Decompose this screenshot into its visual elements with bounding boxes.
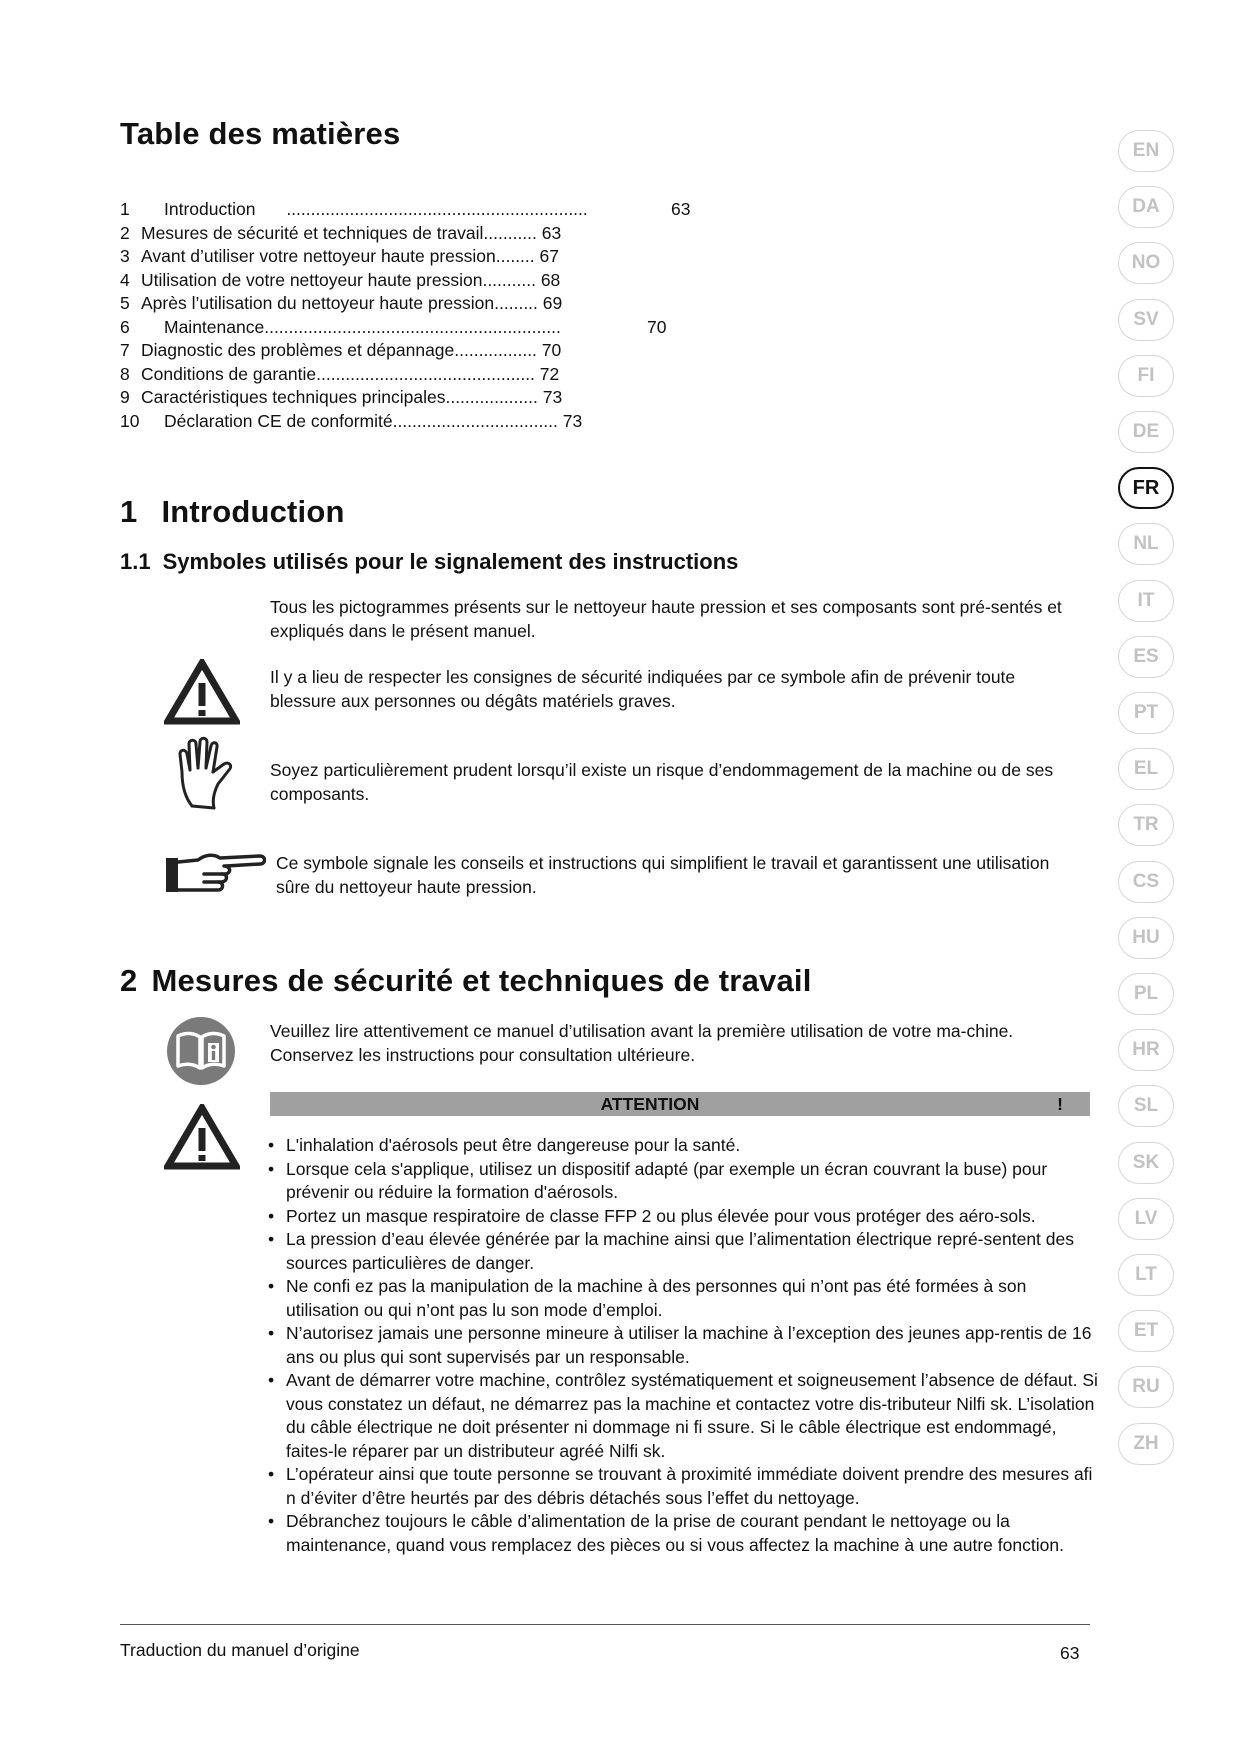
language-tab-ru[interactable]: RU: [1118, 1366, 1174, 1408]
section-1-1-number: 1.1: [120, 549, 151, 574]
toc-entry-label: Utilisation de votre nettoyeur haute pression: [141, 269, 483, 290]
toc-entry[interactable]: [120, 198, 691, 222]
toc-entry-label: Diagnostic des problèmes et dépannage: [141, 340, 455, 360]
toc-entry-label: Conditions de garantie: [141, 363, 317, 384]
read-manual-icon: [166, 1016, 236, 1086]
warning-triangle-icon: [164, 659, 240, 725]
toc-entry-page: 63: [671, 199, 691, 219]
toc-entry-page: 70: [541, 340, 562, 360]
toc-entry-leader: ...................: [445, 387, 538, 407]
toc-entry-leader: ..................................: [392, 410, 558, 431]
warning-paragraph: Il y a lieu de respecter les consignes de sécurité indiquées par ce symbole aﬁn de prévenir toute blessure aux personnes ou dégâts matériels graves.: [270, 667, 1016, 711]
toc-entry-label: Déclaration CE de conformité: [164, 410, 393, 431]
section-1-heading: [120, 494, 345, 530]
toc-entry[interactable]: [120, 292, 680, 316]
table-of-contents: [120, 198, 691, 433]
toc-entry-leader: ...........: [482, 269, 536, 290]
toc-entry-label: Avant d’utiliser votre nettoyeur haute pression: [141, 246, 496, 266]
safety-bullet-item: • Portez un masque respiratoire de classe FFP 2 ou plus élevée pour vous protéger des aéro-sols.: [268, 1205, 1098, 1229]
tip-paragraph: Ce symbole signale les conseils et instructions qui simpliﬁent le travail et garantissent une utilisation sûre du nettoyeur haute pression.: [276, 853, 1050, 897]
attention-bar: [270, 1092, 1090, 1116]
footer-page-number: 63: [1060, 1643, 1080, 1663]
toc-entry-page: 69: [542, 293, 563, 313]
safety-bullet-item: • L’opérateur ainsi que toute personne se trouvant à proximité immédiate doivent prendre des mesures aﬁ n d’éviter d’être heurtés par des débris détachés sous l’effet du nettoyage.: [268, 1463, 1098, 1510]
toc-entry[interactable]: [120, 269, 680, 293]
toc-entry[interactable]: [120, 245, 680, 269]
toc-entry[interactable]: [120, 222, 680, 246]
toc-entry-leader: .................: [454, 340, 537, 360]
attention-mark: !: [1057, 1094, 1063, 1114]
toc-entry-number: 2: [120, 222, 130, 243]
language-tab-cs[interactable]: CS: [1118, 861, 1174, 903]
pointing-hand-icon: [164, 850, 266, 898]
warning-triangle-icon: [164, 1104, 240, 1170]
read-manual-paragraph: Veuillez lire attentivement ce manuel d’utilisation avant la première utilisation de votre ma-chine. Conservez les instructions pour consultation ultérieure.: [270, 1021, 1014, 1065]
toc-entry-page: 63: [541, 222, 562, 243]
language-tab-tr[interactable]: TR: [1118, 804, 1174, 846]
toc-entry[interactable]: [120, 316, 680, 340]
language-tab-fr[interactable]: FR: [1118, 467, 1174, 509]
toc-title: Table des matières: [120, 116, 401, 151]
language-tab-de[interactable]: DE: [1118, 411, 1174, 453]
toc-entry-label: Caractéristiques techniques principales: [141, 387, 446, 407]
language-tab-sl[interactable]: SL: [1118, 1085, 1174, 1127]
language-tab-zh[interactable]: ZH: [1118, 1423, 1174, 1465]
safety-bullet-item: • Débranchez toujours le câble d’alimentation de la prise de courant pendant le nettoyage ou la maintenance, quand vous remplacez des pièces ou si vous affectez la machine à une autre fonction.: [268, 1510, 1098, 1557]
caution-hand-icon: [170, 736, 242, 812]
safety-bullet-item: • Ne conﬁ ez pas la manipulation de la machine à des personnes qui n’ont pas été formées à son utilisation ou qui n’ont pas lu son mode d’emploi.: [268, 1275, 1098, 1322]
toc-entry-page: 73: [542, 387, 563, 407]
section-1-number: 1: [120, 494, 138, 529]
toc-entry-leader: ........: [495, 246, 535, 266]
language-tab-el[interactable]: EL: [1118, 748, 1174, 790]
toc-entry-number: 9: [120, 387, 130, 407]
toc-entry[interactable]: [120, 363, 680, 387]
toc-entry-label: Introduction: [164, 199, 256, 219]
language-tab-sk[interactable]: SK: [1118, 1142, 1174, 1184]
language-tab-nl[interactable]: NL: [1118, 523, 1174, 565]
language-tab-no[interactable]: NO: [1118, 242, 1174, 284]
safety-bullet-list: [268, 1134, 1098, 1557]
language-tab-fi[interactable]: FI: [1118, 355, 1174, 397]
footer-text: Traduction du manuel d’origine: [120, 1640, 360, 1660]
language-tab-lt[interactable]: LT: [1118, 1254, 1174, 1296]
toc-entry-leader: ...........: [483, 222, 537, 243]
safety-bullet-item: • Lorsque cela s'applique, utilisez un dispositif adapté (par exemple un écran couvrant la buse) pour prévenir ou réduire la formation d'aérosols.: [268, 1158, 1098, 1205]
language-tab-es[interactable]: ES: [1118, 636, 1174, 678]
toc-entry-leader: .............................................................: [264, 316, 561, 337]
language-tab-da[interactable]: DA: [1118, 186, 1174, 228]
toc-entry-leader: .............................................: [316, 363, 535, 384]
safety-bullet-item: • Avant de démarrer votre machine, contrôlez systématiquement et soigneusement l’absence de défaut. Si vous constatez un défaut, ne démarrez pas la machine et contactez votre dis-tributeur Nilfi sk. L’isolation du câble électrique ne doit présenter ni dommage ni ﬁ ssure. Si le câble électrique est endommagé, faites-le réparer par un distributeur agréé Nilfi sk.: [268, 1369, 1098, 1463]
toc-entry-page: 73: [562, 410, 583, 431]
toc-entry-leader: .........: [494, 293, 538, 313]
toc-entry-page: 72: [539, 363, 560, 384]
toc-entry-number: 10: [120, 410, 140, 431]
language-tab-pl[interactable]: PL: [1118, 973, 1174, 1015]
caution-paragraph: Soyez particulièrement prudent lorsqu’il existe un risque d’endommagement de la machine ou de ses composants.: [270, 760, 1054, 804]
toc-entry-label: Maintenance: [164, 316, 265, 337]
toc-entry-number: 6: [120, 316, 130, 337]
toc-entry[interactable]: [120, 410, 680, 434]
toc-entry-number: 8: [120, 363, 130, 384]
language-tab-it[interactable]: IT: [1118, 580, 1174, 622]
section-2-heading: [120, 963, 812, 999]
language-tab-hu[interactable]: HU: [1118, 917, 1174, 959]
toc-entry-number: 3: [120, 246, 130, 266]
toc-entry-label: Après l’utilisation du nettoyeur haute pression: [141, 293, 495, 313]
toc-entry[interactable]: [120, 339, 680, 363]
toc-entry-number: 1: [120, 199, 130, 219]
section-1-1-title: Symboles utilisés pour le signalement des instructions: [162, 549, 739, 574]
attention-label: ATTENTION: [600, 1094, 700, 1114]
toc-entry-page: 67: [539, 246, 559, 266]
section-2-number: 2: [120, 963, 138, 998]
language-tab-pt[interactable]: PT: [1118, 692, 1174, 734]
toc-entry-number: 5: [120, 293, 130, 313]
section-1-1-heading: [120, 549, 738, 575]
toc-entry-label: Mesures de sécurité et techniques de travail: [141, 222, 484, 243]
language-tab-en[interactable]: EN: [1118, 130, 1174, 172]
language-tab-lv[interactable]: LV: [1118, 1198, 1174, 1240]
safety-bullet-item: • L'inhalation d'aérosols peut être dangereuse pour la santé.: [268, 1134, 1098, 1158]
section-2-title: Mesures de sécurité et techniques de travail: [151, 963, 812, 998]
safety-bullet-item: • La pression d’eau élevée générée par la machine ainsi que l’alimentation électrique repré-sentent des sources particulières de danger.: [268, 1228, 1098, 1275]
toc-entry-number: 4: [120, 269, 130, 290]
footer-divider: [120, 1624, 1090, 1625]
language-tab-sv[interactable]: SV: [1118, 299, 1174, 341]
language-tab-et[interactable]: ET: [1118, 1310, 1174, 1352]
toc-entry-leader: ..............................................................: [281, 199, 588, 219]
toc-entry[interactable]: [120, 386, 680, 410]
toc-entry-page: 68: [540, 269, 561, 290]
language-tab-hr[interactable]: HR: [1118, 1029, 1174, 1071]
section-1-title: Introduction: [161, 494, 345, 529]
toc-entry-page: 70: [647, 316, 667, 337]
intro-paragraph: Tous les pictogrammes présents sur le nettoyeur haute pression et ses composants sont pré-sentés et expliqués dans le présent manuel.: [270, 597, 1062, 641]
safety-bullet-item: • N’autorisez jamais une personne mineure à utiliser la machine à l’exception des jeunes app-rentis de 16 ans ou plus qui sont supervisés par un responsable.: [268, 1322, 1098, 1369]
toc-entry-number: 7: [120, 340, 130, 360]
